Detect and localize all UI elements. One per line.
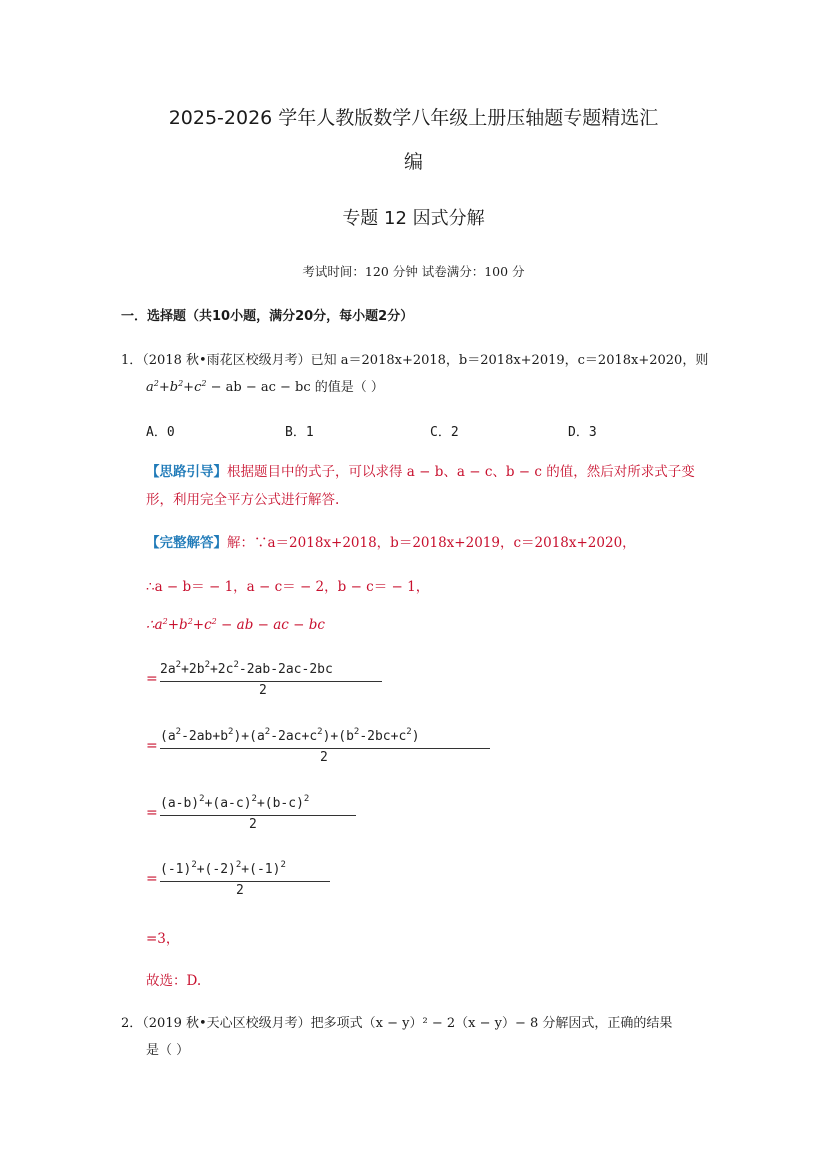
solution-line (146, 531, 636, 551)
equals-sign: = (146, 871, 158, 887)
q1-option-d: D．3 (568, 425, 597, 440)
hint-line2: 形，利用完全平方公式进行解答. (146, 492, 340, 508)
fraction-step-2 (146, 727, 506, 771)
q1-stem-line2: $a^2+b^2+c^2$ − ab − ac − bc 的值是（ ） (146, 379, 384, 395)
q2-stem-line2: 是（ ） (146, 1043, 190, 1058)
hint-line1 (146, 460, 695, 480)
q1-expr-b: +b (158, 380, 179, 395)
fraction-denominator: 2 (259, 683, 267, 698)
step2-c: +c (192, 617, 212, 633)
q2-stem-line1: 2．（2019 秋•天心区校级月考）把多项式（x − y）² − 2（x − y）− 8 分解因式，正确的结果 (121, 1016, 673, 1031)
q1-expr-c: +c (183, 380, 202, 395)
equals-sign: = (146, 671, 158, 687)
fraction-bar (160, 881, 330, 882)
q1-expr-a: a (146, 380, 154, 395)
fraction-denominator: 2 (249, 817, 257, 832)
fraction-step-1 (146, 660, 386, 704)
q1-option-b: B．1 (285, 425, 314, 440)
section-heading: 一．选择题（共10小题，满分20分，每小题2分） (121, 309, 414, 324)
q1-option-a: A．0 (146, 425, 175, 440)
fraction-step-4 (146, 860, 386, 904)
equals-sign: = (146, 738, 158, 754)
q1-expr-tail: − ab − ac − bc 的值是（ ） (206, 380, 384, 395)
step2-a: ∴a (146, 617, 163, 633)
solution-tag: 【完整解答】 (146, 535, 227, 551)
equals-sign: = (146, 805, 158, 821)
fraction-bar (160, 681, 382, 682)
step2-b: +b (167, 617, 188, 633)
answer-line: 故选：D. (146, 973, 202, 989)
hint-text1: 根据题目中的式子，可以求得 a − b、a − c、b − c 的值，然后对所求式子变 (227, 464, 695, 480)
step-therefore-2: $\therefore a^2+b^2+c^2$ − ab − ac − bc (146, 617, 325, 633)
fraction-numerator: $2a^2+2b^2+2c^2-2ab-2ac-2bc$ (160, 660, 333, 677)
fraction-denominator: 2 (320, 750, 328, 765)
fraction-bar (160, 815, 356, 816)
fraction-bar (160, 748, 490, 749)
doc-title-line1: 2025-2026 学年人教版数学八年级上册压轴题专题精选汇 (168, 107, 659, 129)
doc-title-line2: 编 (403, 151, 423, 173)
step-result: =3， (146, 931, 180, 947)
topic-title: 专题 12 因式分解 (342, 208, 485, 229)
fraction-numerator: $(-1)^2+(-2)^2+(-1)^2$ (160, 860, 286, 877)
step-therefore-1: ∴a − b＝ − 1，a − c＝ − 2，b − c＝ − 1， (146, 579, 430, 595)
exam-info: 考试时间：120 分钟 试卷满分：100 分 (302, 264, 525, 279)
q1-stem-line1: 1．（2018 秋•雨花区校级月考）已知 a＝2018x+2018，b＝2018x+2019，c＝2018x+2020，则 (121, 353, 709, 368)
hint-tag: 【思路引导】 (146, 464, 227, 480)
q1-option-c: C．2 (430, 425, 459, 440)
solution-text: 解：∵a＝2018x+2018，b＝2018x+2019，c＝2018x+2020， (227, 535, 636, 551)
fraction-denominator: 2 (236, 883, 244, 898)
fraction-numerator: $(a^2-2ab+b^2)+(a^2-2ac+c^2)+(b^2-2bc+c^2)$ (160, 727, 420, 744)
step2-tail: − ab − ac − bc (216, 617, 325, 633)
fraction-step-3 (146, 794, 386, 838)
fraction-numerator: $(a-b)^2+(a-c)^2+(b-c)^2$ (160, 794, 310, 811)
